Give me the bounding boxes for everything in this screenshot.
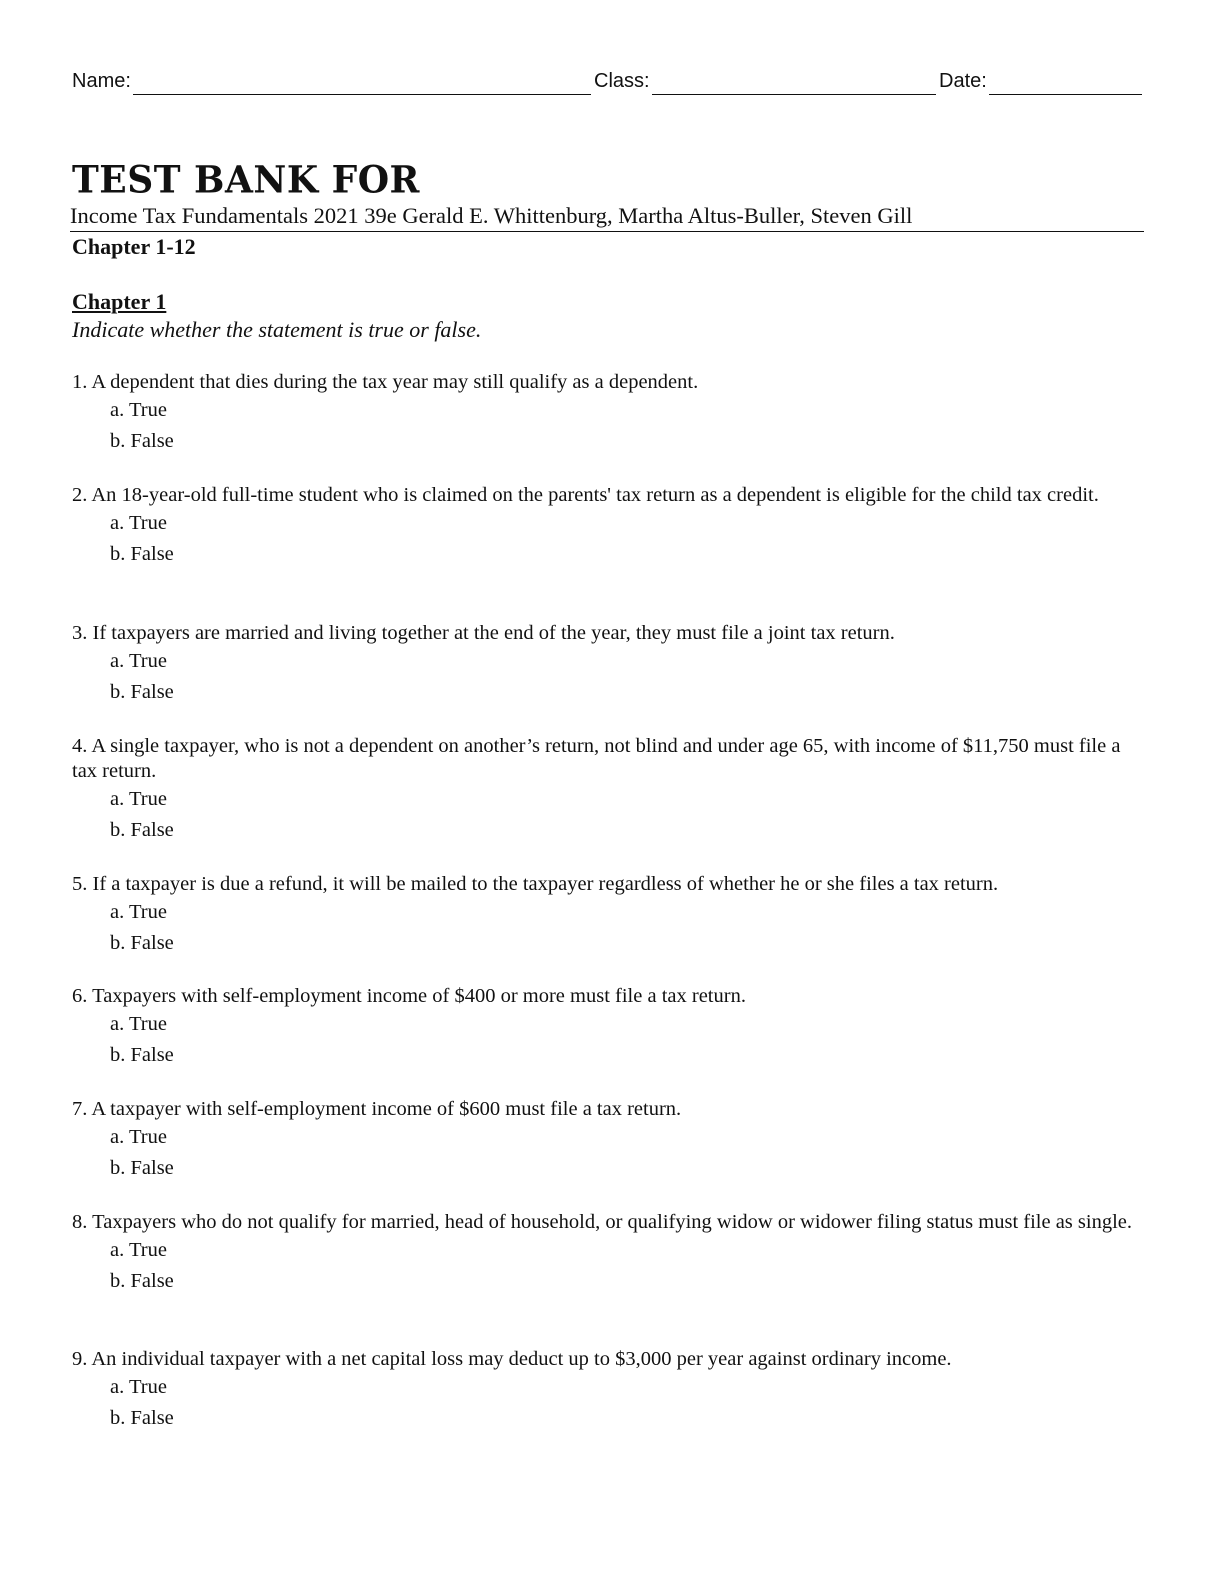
book-citation: Income Tax Fundamentals 2021 39e Gerald E. Whittenburg, Martha Altus-Buller, Steven Gill	[70, 203, 1144, 232]
question-item	[72, 621, 1144, 707]
option-false[interactable]: b. False	[110, 1406, 174, 1429]
question-item	[72, 1097, 1144, 1183]
name-field[interactable]	[72, 70, 591, 93]
question-text: 3. If taxpayers are married and living together at the end of the year, they must file a joint tax return.	[72, 622, 895, 644]
question-item	[72, 370, 1144, 456]
chapter-heading: Chapter 1	[72, 289, 167, 314]
option-false[interactable]: b. False	[110, 818, 174, 841]
test-bank-title: TEST BANK FOR	[72, 158, 420, 203]
question-text: 4. A single taxpayer, who is not a dependent on another’s return, not blind and under age 65, with income of $11,750 must file a tax return.	[72, 735, 1121, 782]
option-true[interactable]: a. True	[110, 1013, 167, 1035]
date-label: Date:	[939, 70, 987, 92]
option-false[interactable]: b. False	[110, 931, 174, 954]
option-true[interactable]: a. True	[110, 399, 167, 421]
name-label: Name:	[72, 70, 131, 92]
option-true[interactable]: a. True	[110, 1376, 167, 1398]
chapter-range: Chapter 1-12	[72, 234, 196, 259]
class-label: Class:	[594, 70, 650, 92]
option-true[interactable]: a. True	[110, 650, 167, 672]
date-blank-line[interactable]	[989, 74, 1142, 95]
option-false[interactable]: b. False	[110, 1156, 174, 1179]
class-blank-line[interactable]	[652, 74, 936, 95]
question-text: 2. An 18-year-old full-time student who is claimed on the parents' tax return as a dependent is eligible for the child tax credit.	[72, 484, 1099, 506]
question-item	[72, 734, 1144, 845]
instructions-text: Indicate whether the statement is true or false.	[72, 317, 482, 342]
option-false[interactable]: b. False	[110, 542, 174, 565]
option-false[interactable]: b. False	[110, 429, 174, 452]
question-text: 9. An individual taxpayer with a net capital loss may deduct up to $3,000 per year against ordinary income.	[72, 1348, 952, 1370]
option-true[interactable]: a. True	[110, 1239, 167, 1261]
question-text: 8. Taxpayers who do not qualify for married, head of household, or qualifying widow or widower filing status must file as single.	[72, 1211, 1132, 1233]
question-text: 5. If a taxpayer is due a refund, it will be mailed to the taxpayer regardless of whether he or she files a tax return.	[72, 873, 999, 895]
question-item	[72, 1347, 1144, 1433]
question-item	[72, 984, 1144, 1070]
question-text: 1. A dependent that dies during the tax year may still qualify as a dependent.	[72, 371, 699, 393]
option-false[interactable]: b. False	[110, 1269, 174, 1292]
class-field[interactable]	[594, 70, 936, 93]
question-item	[72, 872, 1144, 958]
option-false[interactable]: b. False	[110, 680, 174, 703]
question-text: 6. Taxpayers with self-employment income of $400 or more must file a tax return.	[72, 985, 746, 1007]
student-info-header	[72, 70, 1144, 98]
option-true[interactable]: a. True	[110, 901, 167, 923]
question-item	[72, 483, 1144, 569]
question-item	[72, 1210, 1144, 1296]
question-text: 7. A taxpayer with self-employment income of $600 must file a tax return.	[72, 1098, 682, 1120]
date-field[interactable]	[939, 70, 1142, 93]
option-true[interactable]: a. True	[110, 512, 167, 534]
name-blank-line[interactable]	[133, 74, 591, 95]
option-false[interactable]: b. False	[110, 1043, 174, 1066]
option-true[interactable]: a. True	[110, 788, 167, 810]
option-true[interactable]: a. True	[110, 1126, 167, 1148]
